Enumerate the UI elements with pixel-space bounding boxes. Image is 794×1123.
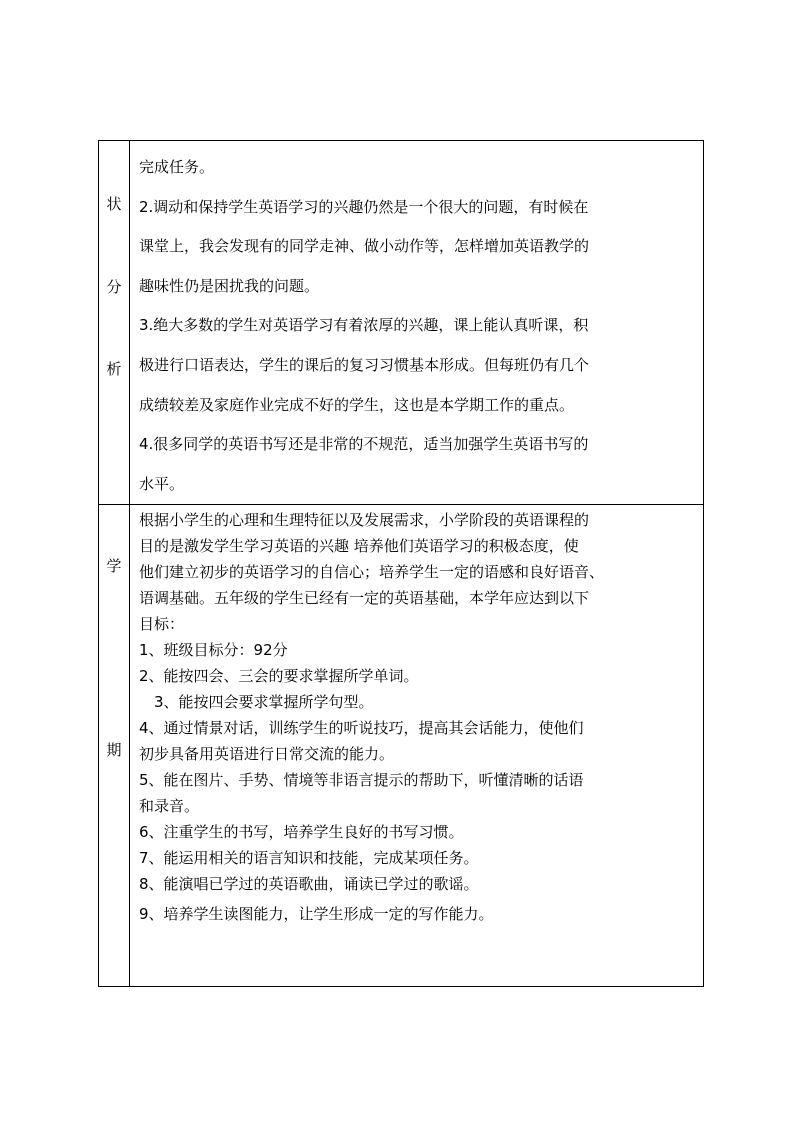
goal-item: 7、能运用相关的语言知识和技能，完成某项任务。 — [139, 849, 479, 868]
text-line: 2.调动和保持学生英语学习的兴趣仍然是一个很大的问题，有时候在 — [139, 197, 589, 216]
text-line: 3.绝大多数的学生对英语学习有着浓厚的兴趣，课上能认真听课，积 — [139, 316, 589, 335]
goal-item: 4、通过情景对话，训练学生的听说技巧，提高其会话能力，使他们 — [139, 719, 584, 738]
side-char-xi: 析 — [106, 360, 122, 378]
goal-item: 和录音。 — [139, 797, 200, 816]
text-line: 极进行口语表达，学生的课后的复习习惯基本形成。但每班仍有几个 — [139, 355, 590, 374]
status-analysis-row — [99, 141, 704, 505]
text-line: 课堂上，我会发现有的同学走神、做小动作等，怎样增加英语教学的 — [139, 237, 590, 256]
text-line: 目标： — [139, 615, 185, 634]
text-line: 趣味性仍是困扰我的问题。 — [139, 276, 320, 295]
text-line: 成绩较差及家庭作业完成不好的学生，这也是本学期工作的重点。 — [139, 395, 575, 414]
status-analysis-content — [130, 141, 704, 505]
text-line: 他们建立初步的英语学习的自信心；培养学生一定的语感和良好语音、 — [139, 563, 605, 582]
goal-item: 3、能按四会要求掌握所学句型。 — [154, 693, 374, 712]
semester-goals-content — [130, 505, 704, 987]
semester-goals-row — [99, 505, 704, 987]
side-char-xue: 学 — [106, 557, 122, 576]
side-char-fen: 分 — [106, 278, 122, 296]
goal-item: 6、注重学生的书写，培养学生良好的书写习惯。 — [139, 823, 464, 842]
text-line: 语调基础。五年级的学生已经有一定的英语基础，本学年应达到以下 — [139, 589, 590, 608]
goal-item: 初步具备用英语进行日常交流的能力。 — [139, 745, 395, 764]
goal-item: 8、能演唱已学过的英语歌曲，诵读已学过的歌谣。 — [139, 875, 479, 894]
text-line: 根据小学生的心理和生理特征以及发展需求，小学阶段的英语课程的 — [139, 511, 590, 530]
status-analysis-side-label — [99, 141, 130, 505]
goal-item: 2、能按四会、三会的要求掌握所学单词。 — [139, 667, 419, 686]
text-line: 目的是激发学生学习英语的兴趣 培养他们英语学习的积极态度，使 — [139, 537, 579, 556]
text-line: 4.很多同学的英语书写还是非常的不规范，适当加强学生英语书写的 — [139, 435, 589, 454]
goal-item: 1、班级目标分：92分 — [139, 641, 288, 660]
side-char-qi: 期 — [106, 741, 122, 760]
text-line: 完成任务。 — [139, 158, 215, 176]
text-line: 水平。 — [139, 474, 185, 493]
teaching-plan-table — [98, 140, 704, 987]
side-char-zhuang: 状 — [106, 195, 122, 213]
goal-item: 9、培养学生读图能力，让学生形成一定的写作能力。 — [139, 905, 494, 924]
semester-goals-side-label — [99, 505, 130, 987]
goal-item: 5、能在图片、手势、情境等非语言提示的帮助下，听懂清晰的话语 — [139, 771, 584, 790]
